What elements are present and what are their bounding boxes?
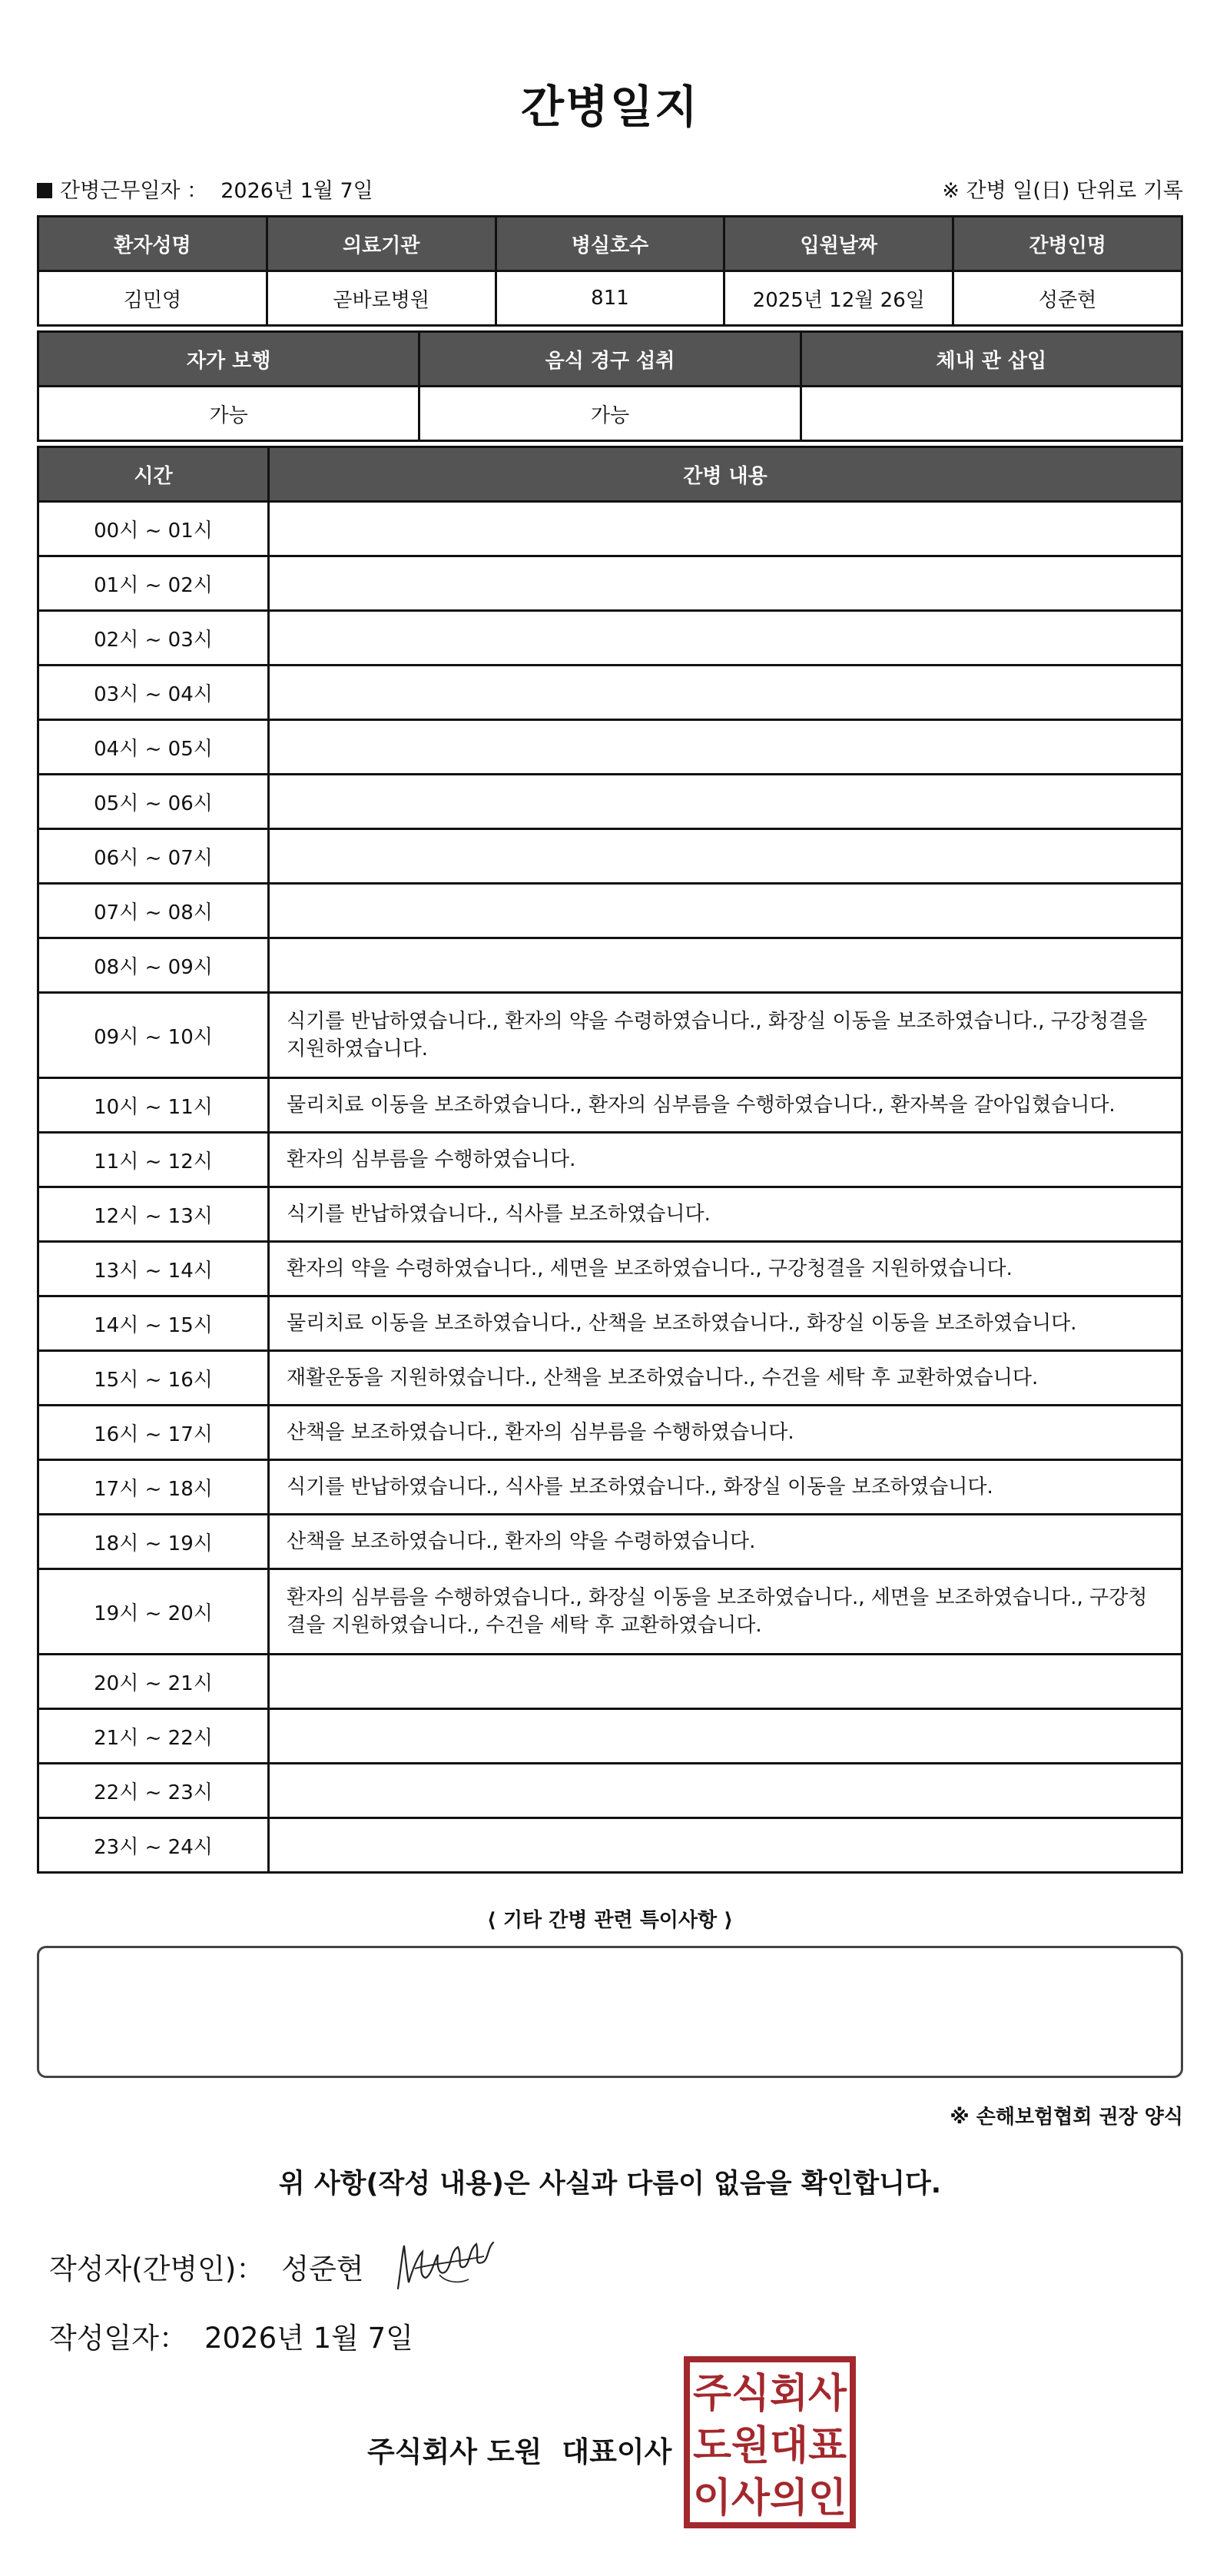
- log-row: [38, 1709, 1182, 1764]
- header-admission-date: 입원날짜: [724, 217, 953, 271]
- writer-line: [49, 2246, 364, 2287]
- log-row: [38, 1764, 1182, 1818]
- log-row: [38, 1515, 1182, 1569]
- log-row: [38, 1406, 1182, 1460]
- svg-text:도원대표: 도원대표: [693, 2423, 847, 2469]
- log-row: [38, 1296, 1182, 1351]
- log-row: [38, 775, 1182, 829]
- log-row: [38, 720, 1182, 775]
- log-content-cell: [269, 884, 1182, 938]
- log-time-cell: 01시 ~ 02시: [38, 556, 269, 611]
- patient-condition-table: [37, 330, 1183, 442]
- log-time-cell: 09시 ~ 10시: [38, 993, 269, 1078]
- log-content-cell: [269, 1764, 1182, 1818]
- company-line: [367, 2428, 671, 2470]
- header-self-walking: 자가 보행: [38, 332, 419, 387]
- written-date-value: 2026년 1월 7일: [204, 2322, 413, 2355]
- log-content-cell: [269, 720, 1182, 775]
- form-note: ※ 손해보험협회 권장 양식: [950, 2106, 1183, 2129]
- admission-date: 2025년 12월 26일: [724, 271, 953, 326]
- log-time-cell: 20시 ~ 21시: [38, 1655, 269, 1709]
- remarks-title: ⟨ 기타 간병 관련 특이사항 ⟩: [486, 1909, 734, 1932]
- written-date-label: 작성일자：: [49, 2322, 187, 2355]
- log-time-cell: 13시 ~ 14시: [38, 1242, 269, 1296]
- log-row: [38, 502, 1182, 556]
- log-row: [38, 1242, 1182, 1296]
- written-date-line: [49, 2315, 413, 2356]
- log-row: [38, 611, 1182, 666]
- representative-title: 대표이사: [562, 2435, 672, 2468]
- log-row: [38, 1187, 1182, 1242]
- log-row: [38, 884, 1182, 938]
- log-row: [38, 1460, 1182, 1515]
- log-content-cell: [269, 829, 1182, 884]
- log-row: [38, 1818, 1182, 1873]
- log-time-cell: 02시 ~ 03시: [38, 611, 269, 666]
- svg-text:주식회사: 주식회사: [693, 2371, 847, 2417]
- log-content-cell: 물리치료 이동을 보조하였습니다., 산책을 보조하였습니다., 화장실 이동을 보조하였습니다.: [269, 1296, 1182, 1351]
- remarks-box: [37, 1946, 1183, 2078]
- unit-note: ※ 간병 일(日) 단위로 기록: [942, 179, 1183, 203]
- log-time-cell: 08시 ~ 09시: [38, 938, 269, 993]
- log-content-cell: 산책을 보조하였습니다., 환자의 약을 수령하였습니다.: [269, 1515, 1182, 1569]
- signature-image: [392, 2229, 499, 2298]
- work-date-value: 2026년 1월 7일: [220, 179, 373, 203]
- patient-name: 김민영: [38, 271, 267, 326]
- svg-text:이사의인: 이사의인: [693, 2475, 847, 2521]
- page-title: 간병일지: [520, 81, 700, 133]
- header-hospital: 의료기관: [267, 217, 496, 271]
- log-content-cell: [269, 938, 1182, 993]
- header-oral-intake: 음식 경구 섭취: [419, 332, 801, 387]
- header-room-number: 병실호수: [496, 217, 724, 271]
- log-row: [38, 993, 1182, 1078]
- header-caregiver-name: 간병인명: [953, 217, 1182, 271]
- square-bullet-icon: [37, 183, 52, 198]
- work-date: [37, 174, 373, 204]
- log-time-cell: 18시 ~ 19시: [38, 1515, 269, 1569]
- log-content-cell: 식기를 반납하였습니다., 환자의 약을 수령하였습니다., 화장실 이동을 보조하였습니다., 구강청결을 지원하였습니다.: [269, 993, 1182, 1078]
- oral-intake: 가능: [419, 387, 801, 441]
- log-content-cell: [269, 611, 1182, 666]
- log-content-cell: 식기를 반납하였습니다., 식사를 보조하였습니다., 화장실 이동을 보조하였습니다.: [269, 1460, 1182, 1515]
- log-row: [38, 1655, 1182, 1709]
- header-patient-name: 환자성명: [38, 217, 267, 271]
- log-row: [38, 938, 1182, 993]
- log-time-cell: 11시 ~ 12시: [38, 1133, 269, 1187]
- self-walking: 가능: [38, 387, 419, 441]
- log-content-cell: [269, 502, 1182, 556]
- log-time-cell: 21시 ~ 22시: [38, 1709, 269, 1764]
- patient-info-table: [37, 215, 1183, 327]
- log-row: [38, 1351, 1182, 1406]
- log-content-cell: [269, 775, 1182, 829]
- hourly-log-table: [37, 446, 1183, 1874]
- hospital: 곧바로병원: [267, 271, 496, 326]
- log-row: [38, 829, 1182, 884]
- log-time-cell: 00시 ~ 01시: [38, 502, 269, 556]
- header-care-content: 간병 내용: [269, 447, 1182, 502]
- tube-insertion: [801, 387, 1182, 441]
- log-time-cell: 10시 ~ 11시: [38, 1078, 269, 1133]
- log-content-cell: [269, 1709, 1182, 1764]
- work-date-label: 간병근무일자 ：: [60, 179, 208, 203]
- log-time-cell: 06시 ~ 07시: [38, 829, 269, 884]
- log-row: [38, 556, 1182, 611]
- log-time-cell: 19시 ~ 20시: [38, 1569, 269, 1655]
- log-content-cell: 환자의 심부름을 수행하였습니다.: [269, 1133, 1182, 1187]
- writer-label: 작성자(간병인)：: [49, 2252, 265, 2286]
- log-content-cell: 물리치료 이동을 보조하였습니다., 환자의 심부름을 수행하였습니다., 환자복을 갈아입혔습니다.: [269, 1078, 1182, 1133]
- log-row: [38, 1133, 1182, 1187]
- log-time-cell: 03시 ~ 04시: [38, 666, 269, 720]
- log-content-cell: [269, 1655, 1182, 1709]
- log-time-cell: 17시 ~ 18시: [38, 1460, 269, 1515]
- log-time-cell: 22시 ~ 23시: [38, 1764, 269, 1818]
- log-time-cell: 05시 ~ 06시: [38, 775, 269, 829]
- log-row: [38, 1569, 1182, 1655]
- log-time-cell: 14시 ~ 15시: [38, 1296, 269, 1351]
- log-content-cell: [269, 1818, 1182, 1873]
- caregiver-name: 성준현: [953, 271, 1182, 326]
- log-content-cell: [269, 556, 1182, 611]
- log-content-cell: [269, 666, 1182, 720]
- log-row: [38, 1078, 1182, 1133]
- confirmation-statement: 위 사항(작성 내용)은 사실과 다름이 없음을 확인합니다.: [278, 2169, 942, 2199]
- log-content-cell: 환자의 약을 수령하였습니다., 세면을 보조하였습니다., 구강청결을 지원하였습니다.: [269, 1242, 1182, 1296]
- log-content-cell: 환자의 심부름을 수행하였습니다., 화장실 이동을 보조하였습니다., 세면을 보조하였습니다., 구강청결을 지원하였습니다., 수건을 세탁 후 교환하였습니다.: [269, 1569, 1182, 1655]
- log-content-cell: 재활운동을 지원하였습니다., 산책을 보조하였습니다., 수건을 세탁 후 교환하였습니다.: [269, 1351, 1182, 1406]
- log-time-cell: 07시 ~ 08시: [38, 884, 269, 938]
- log-time-cell: 23시 ~ 24시: [38, 1818, 269, 1873]
- company-name: 주식회사 도원: [367, 2435, 542, 2468]
- header-time: 시간: [38, 447, 269, 502]
- log-content-cell: 식기를 반납하였습니다., 식사를 보조하였습니다.: [269, 1187, 1182, 1242]
- log-time-cell: 04시 ~ 05시: [38, 720, 269, 775]
- log-row: [38, 666, 1182, 720]
- header-tube-insertion: 체내 관 삽입: [801, 332, 1182, 387]
- log-content-cell: 산책을 보조하였습니다., 환자의 심부름을 수행하였습니다.: [269, 1406, 1182, 1460]
- company-seal-stamp: [682, 2355, 857, 2530]
- log-time-cell: 12시 ~ 13시: [38, 1187, 269, 1242]
- writer-name: 성준현: [281, 2252, 364, 2286]
- room-number: 811: [496, 271, 724, 326]
- log-time-cell: 15시 ~ 16시: [38, 1351, 269, 1406]
- log-time-cell: 16시 ~ 17시: [38, 1406, 269, 1460]
